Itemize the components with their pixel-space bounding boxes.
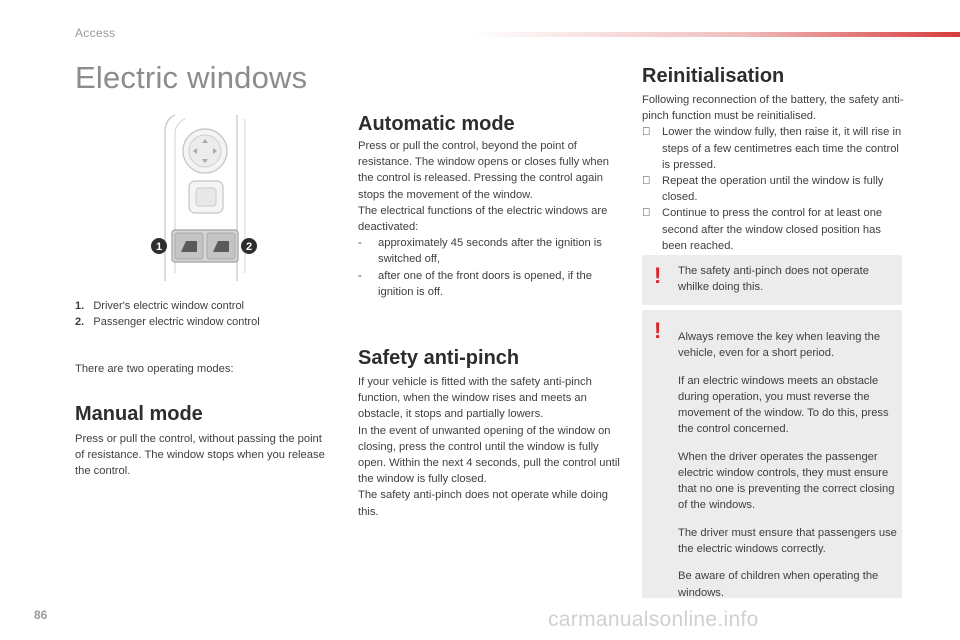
automatic-mode-body (358, 138, 622, 300)
list-item: - after one of the front doors is opened, if the ignition is off. (358, 269, 592, 298)
list-item: Repeat the operation until the window is fully closed. (642, 173, 904, 205)
manual-mode-heading: Manual mode (75, 403, 203, 425)
list-item: Lower the window fully, then raise it, it will rise in steps of a few centimetres each time the control is pressed. (642, 124, 904, 173)
reinitialisation-body (642, 92, 904, 254)
watermark: carmanualsonline.info (548, 608, 759, 631)
list-item: Continue to press the control for at least one second after the window closed position has been reached. (642, 205, 904, 254)
checkbox-bullet-icon (642, 173, 650, 189)
safety-anti-pinch-heading: Safety anti-pinch (358, 347, 520, 369)
warning-icon: ! (654, 318, 662, 343)
manual-mode-body: Press or pull the control, without passing the point of resistance. The window stops when you release the control. (75, 433, 325, 478)
safety-p2: In the event of unwanted opening of the window on closing, press the control until the window is fully open. Within the next 4 seconds, pull the control until the window is fully closed. (358, 424, 620, 486)
window-control-illustration (145, 113, 270, 283)
warning-icon: ! (654, 263, 662, 288)
warning-text: Always remove the key when leaving the vehicle, even for a short period. If an electric windows meets an obstacle during operation, you must reverse the movement of the window. To do this, press the control concerned. When the driver operates the passenger electric window controls, they must ensure that no one is preventing the correct closing of the windows. The driver must ensure that passengers use the electric windows correctly. Be aware of children when operating the windows. (678, 331, 897, 599)
list-item: - approximately 45 seconds after the ignition is switched off, (358, 237, 602, 266)
warning-text: The safety anti-pinch does not operate whilke doing this. (678, 265, 869, 294)
caption-item-1: 1. Driver's electric window control (75, 300, 245, 312)
reinitialisation-heading: Reinitialisation (642, 65, 785, 87)
figure-caption (75, 298, 260, 330)
section-header: Access (75, 26, 116, 40)
automatic-p2: The electrical functions of the electric windows are deactivated: (358, 204, 608, 234)
intro-text: There are two operating modes: (75, 363, 234, 375)
reinit-intro: Following reconnection of the battery, the safety anti-pinch function must be reinitialised. (642, 94, 904, 123)
automatic-p1: Press or pull the control, beyond the point of resistance. The window opens or closes fully when the control is released. Pressing the control again stops the movement of the window. (358, 140, 610, 201)
automatic-mode-heading: Automatic mode (358, 113, 515, 135)
page-number: 86 (34, 608, 48, 622)
header-gradient-bar (470, 32, 960, 37)
page-title: Electric windows (75, 60, 308, 95)
warning-box (642, 255, 902, 305)
warning-box (642, 310, 902, 598)
callout-1: 1 (155, 241, 163, 253)
safety-anti-pinch-body (358, 374, 622, 520)
callout-2: 2 (245, 241, 253, 253)
safety-p1: If your vehicle is fitted with the safety anti-pinch function, when the window rises and meets an obstacle, it stops and partially lowers. (358, 376, 592, 421)
safety-p3: The safety anti-pinch does not operate while doing this. (358, 489, 609, 518)
caption-item-2: 2. Passenger electric window control (75, 316, 260, 328)
checkbox-bullet-icon (642, 124, 650, 140)
checkbox-bullet-icon (642, 205, 650, 221)
